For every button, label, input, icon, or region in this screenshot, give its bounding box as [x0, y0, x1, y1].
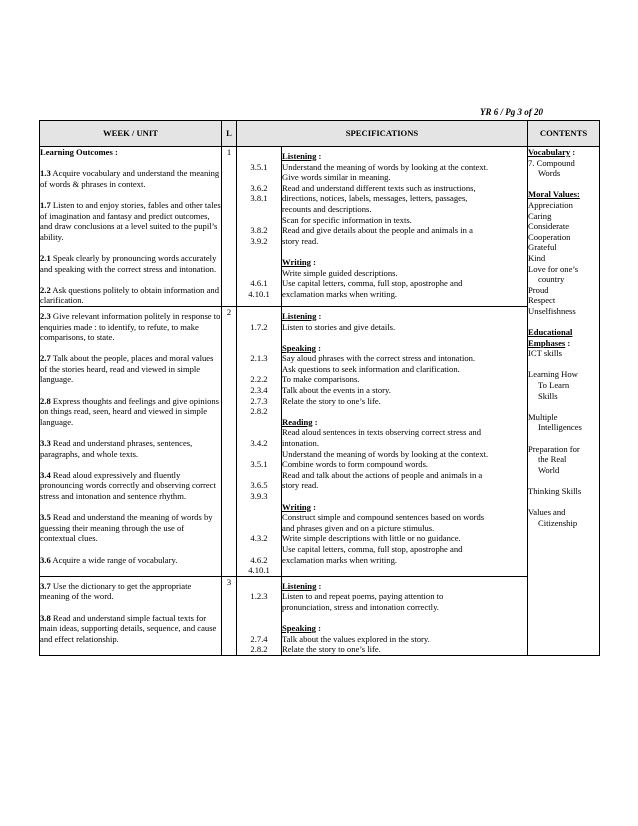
spec-line: Read and talk about the actions of people and animals in a: [282, 469, 483, 480]
learning-outcome-item: [40, 438, 221, 459]
moral-value-item: country: [538, 274, 565, 285]
learning-outcome-text: Read and understand simple factual texts for main ideas, supporting details, sequence, and cause and effect relationship.: [40, 612, 217, 644]
spec-code: [237, 581, 281, 592]
spec-line: Scan for specific information in texts.: [282, 214, 412, 225]
spec-line: Talk about the events in a story.: [282, 385, 391, 396]
vocabulary-title: Vocabulary: [528, 147, 571, 157]
spec-code: [237, 215, 281, 226]
spec-code: 4.6.2: [250, 554, 268, 565]
spec-line: Write simple guided descriptions.: [282, 267, 398, 278]
spec-code: [237, 343, 281, 354]
contents-column: Vocabulary : 7. Compound Words Moral Values: Appreciation Caring Considerate Cooperation Grateful Kind Love for one’s country Proud Respect Unselfishness Educational Emphases : ICT skills Learning How To Learn Skills Multiple Intelligences Preparation for the Real World Thinking Skills Values and Citizenship: [528, 147, 600, 656]
learning-outcome-text: Read aloud expressively and fluently pronouncing words correctly and observing correct stress and intonation and sentence rhythm.: [40, 469, 216, 501]
spec-code: [237, 151, 281, 162]
spec-code: 3.9.2: [250, 235, 268, 246]
spec-code: [237, 417, 281, 428]
spec-code: 2.7.4: [250, 633, 268, 644]
learning-outcome-number: 3.3: [40, 438, 51, 449]
learning-outcome-number: 3.7: [40, 580, 51, 591]
spec-code: [237, 602, 281, 613]
learning-outcome-item: [40, 285, 221, 306]
spec-codes: [237, 147, 282, 307]
spec-code: 3.6.2: [250, 182, 268, 193]
spec-code: 2.8.2: [250, 406, 268, 417]
spec-section-title-text: Speaking: [282, 342, 316, 353]
learning-outcomes-group-2: [40, 306, 222, 576]
educational-emphasis-item: Skills: [538, 390, 558, 401]
spec-code: 3.8.1: [250, 193, 268, 204]
learning-outcome-number: 2.2: [40, 284, 51, 295]
spec-line: Listen to stories and give details.: [282, 321, 396, 332]
spec-line: Write simple descriptions with little or no guidance.: [282, 533, 461, 544]
educational-emphasis-item: ICT skills: [528, 348, 562, 359]
spec-code: 2.2.2: [250, 374, 268, 385]
spec-code: [237, 449, 281, 460]
educational-emphasis-item: Values and: [528, 507, 566, 518]
moral-value-item: Love for one’s: [528, 263, 579, 274]
spec-line: [282, 613, 527, 624]
spec-section-title: Speaking :: [282, 342, 321, 353]
spec-code: 1.2.3: [250, 591, 268, 602]
learning-outcome-item: [40, 470, 221, 502]
spec-line: [282, 565, 527, 576]
learning-outcome-text: Talk about the people, places and moral values of the stories heard, read and viewed in simple language.: [40, 353, 214, 385]
spec-code: 3.9.3: [250, 491, 268, 501]
moral-value-item: Caring: [528, 210, 552, 221]
educational-emphasis-item: Learning How: [528, 369, 578, 380]
learning-outcome-number: 3.8: [40, 612, 51, 623]
spec-section-title-text: Writing: [282, 256, 311, 267]
vocabulary-item: Words: [538, 168, 561, 179]
spec-section-title: Listening :: [282, 310, 322, 321]
page-number-note: YR 6 / Pg 3 of 20: [480, 107, 543, 117]
learning-outcome-text: Acquire a wide range of vocabulary.: [50, 554, 178, 565]
learning-outcome-number: 2.8: [40, 395, 51, 406]
spec-code: 3.5.1: [250, 161, 268, 172]
learning-outcome-text: Express thoughts and feelings and give opinions on things read, seen, heard and viewed in simple language.: [40, 395, 220, 427]
spec-section-title-text: Listening: [282, 580, 317, 591]
spec-line: Combine words to form compound words.: [282, 459, 429, 470]
learning-outcome-text: Acquire vocabulary and understand the meaning of words & phrases in context.: [40, 168, 220, 189]
learning-outcome-number: 3.6: [40, 554, 51, 565]
spec-code: [237, 470, 281, 481]
educational-emphasis-item: Thinking Skills: [528, 486, 582, 496]
header-l: L: [222, 121, 237, 147]
spec-code: 4.3.2: [250, 533, 268, 544]
spec-line: Read and give details about the people and animals in a: [282, 225, 473, 236]
learning-outcome-item: [40, 311, 221, 343]
spec-code: [237, 502, 281, 513]
learning-outcome-text: Use the dictionary to get the appropriate meaning of the word.: [40, 580, 192, 602]
moral-value-item: Proud: [528, 284, 549, 295]
spec-code: [237, 268, 281, 279]
spec-code: 3.6.5: [250, 480, 268, 491]
spec-line: Talk about the values explored in the story.: [282, 633, 430, 644]
learning-outcome-item: [40, 555, 221, 566]
spec-section-title: Listening :: [282, 151, 322, 161]
learning-outcome-item: [40, 353, 221, 385]
moral-value-item: Cooperation: [528, 231, 571, 242]
spec-text: [282, 576, 528, 655]
spec-line: Relate the story to one’s life.: [282, 644, 381, 655]
spec-line: [282, 406, 527, 417]
spec-line: story read.: [282, 235, 319, 246]
learning-outcome-item: [40, 581, 221, 602]
spec-line: exclamation marks when writing.: [282, 554, 398, 565]
educational-emphasis-item: To Learn: [538, 380, 570, 391]
moral-value-item: Unselfishness: [528, 305, 576, 316]
spec-line: and phrases given and on a picture stimulus.: [282, 522, 435, 533]
spec-code: [237, 172, 281, 183]
learning-outcome-text: Read and understand phrases, sentences, paragraphs, and whole texts.: [40, 438, 193, 459]
spec-code: 2.1.3: [250, 353, 268, 364]
spec-line: Relate the story to one’s life.: [282, 395, 381, 406]
spec-line: Use capital letters, comma, full stop, apostrophe and: [282, 543, 463, 554]
spec-code: 1.7.2: [250, 321, 268, 332]
spec-line: To make comparisons.: [282, 374, 360, 385]
spec-line: intonation.: [282, 438, 319, 449]
learning-outcome-number: 1.7: [40, 199, 51, 210]
educational-emphases-title: Emphases: [528, 337, 566, 348]
spec-line: Read and understand different texts such as instructions,: [282, 182, 476, 193]
spec-code: 3.5.1: [250, 459, 268, 470]
spec-section-title-text: Speaking: [282, 623, 316, 634]
lesson-number: 2: [222, 306, 237, 576]
header-contents: CONTENTS: [528, 121, 600, 147]
moral-value-item: Kind: [528, 252, 546, 263]
spec-line: Give words similar in meaning.: [282, 172, 391, 183]
spec-section-title-text: Listening: [282, 151, 317, 161]
learning-outcome-item: [40, 200, 221, 242]
spec-code: 3.8.2: [250, 225, 268, 236]
spec-line: [282, 491, 527, 502]
spec-line: Listen to and repeat poems, paying attention to: [282, 591, 444, 602]
spec-section-title: Reading :: [282, 416, 318, 427]
learning-outcome-item: [40, 396, 221, 428]
learning-outcome-item: [40, 168, 221, 189]
spec-line: exclamation marks when writing.: [282, 288, 398, 299]
learning-outcome-number: 2.7: [40, 353, 51, 364]
spec-codes: [237, 576, 282, 655]
learning-outcome-number: 2.1: [40, 252, 51, 263]
spec-section-title: Writing :: [282, 256, 316, 267]
learning-outcome-number: 3.5: [40, 512, 51, 523]
educational-emphasis-item: Citizenship: [538, 517, 578, 528]
moral-value-item: Respect: [528, 295, 556, 306]
moral-value-item: Considerate: [528, 221, 570, 232]
lesson-number: 3: [222, 576, 237, 655]
educational-emphasis-item: Multiple: [528, 411, 558, 422]
educational-emphasis-item: Preparation for: [528, 443, 580, 454]
spec-line: [282, 246, 527, 257]
learning-outcome-text: Ask questions politely to obtain information and clarification.: [40, 284, 220, 306]
educational-emphasis-item: Intelligences: [538, 422, 582, 433]
spec-code: [237, 523, 281, 534]
learning-outcome-item: [40, 253, 221, 274]
scheme-of-work-table: [39, 120, 600, 656]
spec-line: directions, notices, labels, messages, letters, passages,: [282, 193, 468, 204]
spec-code: [237, 332, 281, 343]
moral-value-item: Appreciation: [528, 199, 573, 210]
lesson-row: [40, 306, 600, 576]
learning-outcome-text: Read and understand the meaning of words by guessing their meaning through the use of contextual clues.: [40, 512, 213, 544]
spec-code: [237, 204, 281, 215]
learning-outcome-number: 2.3: [40, 310, 51, 321]
educational-emphasis-item: the Real: [538, 454, 567, 465]
spec-code: 2.7.3: [250, 395, 268, 406]
learning-outcomes-group-1: [40, 147, 222, 307]
lesson-number: 1: [222, 147, 237, 307]
spec-line: Read aloud sentences in texts observing correct stress and: [282, 427, 482, 438]
moral-value-item: Grateful: [528, 242, 557, 253]
spec-line: Understand the meaning of words by looking at the context.: [282, 161, 489, 172]
learning-outcome-item: [40, 613, 221, 645]
spec-line: [282, 332, 527, 343]
spec-code: [237, 364, 281, 375]
spec-section-title: Listening :: [282, 580, 322, 591]
learning-outcome-number: 1.3: [40, 168, 51, 179]
spec-code: [237, 512, 281, 523]
spec-code: 4.10.1: [248, 288, 270, 299]
spec-code: 2.3.4: [250, 385, 268, 396]
learning-outcomes-title: Learning Outcomes :: [40, 147, 118, 157]
spec-codes: [237, 306, 282, 576]
spec-line: Ask questions to seek information and clarification.: [282, 363, 460, 374]
lesson-row: [40, 576, 600, 655]
learning-outcome-text: Listen to and enjoy stories, fables and other tales of imagination and fantasy and predict outcomes, and draw conclusions at a level suited to the pupil’s ability.: [40, 199, 221, 242]
educational-emphasis-item: World: [538, 464, 560, 475]
spec-line: Say aloud phrases with the correct stress and intonation.: [282, 353, 476, 364]
learning-outcome-item: [40, 512, 221, 544]
spec-line: pronunciation, stress and intonation correctly.: [282, 601, 439, 612]
spec-code: [237, 311, 281, 322]
spec-line: Use capital letters, comma, full stop, apostrophe and: [282, 278, 463, 289]
learning-outcome-number: 3.4: [40, 469, 51, 480]
spec-line: recounts and descriptions.: [282, 203, 372, 214]
spec-code: [237, 257, 281, 268]
spec-line: story read.: [282, 480, 319, 491]
spec-code: [237, 623, 281, 634]
vocabulary-item: 7. Compound: [528, 157, 575, 168]
learning-outcome-text: Give relevant information politely in response to enquiries made : to identify, to refute, to make comparisons, to state.: [40, 310, 221, 343]
table-header-row: [40, 121, 600, 147]
spec-section-title-text: Reading: [282, 416, 313, 427]
lesson-row: [40, 147, 600, 307]
spec-code: [237, 246, 281, 257]
spec-code: 4.10.1: [248, 565, 270, 576]
spec-section-title: Writing :: [282, 501, 316, 512]
spec-code: 3.4.2: [250, 438, 268, 449]
moral-values-title: Moral Values:: [528, 189, 580, 200]
educational-emphases-title: Educational: [528, 327, 573, 338]
spec-section-title-text: Listening: [282, 310, 317, 321]
spec-code: [237, 613, 281, 624]
spec-code: 4.6.1: [250, 278, 268, 289]
spec-text: [282, 147, 528, 307]
header-week-unit: WEEK / UNIT: [40, 121, 222, 147]
spec-text: [282, 306, 528, 576]
spec-code: 2.8.2: [250, 644, 268, 655]
learning-outcome-text: Speak clearly by pronouncing words accurately and speaking with the correct stress and intonation.: [40, 252, 217, 274]
header-specifications: SPECIFICATIONS: [237, 121, 528, 147]
spec-section-title: Speaking :: [282, 623, 321, 634]
spec-code: [237, 544, 281, 555]
spec-line: Understand the meaning of words by looking at the context.: [282, 448, 489, 459]
spec-code: [237, 427, 281, 438]
spec-section-title-text: Writing: [282, 501, 311, 512]
spec-line: Construct simple and compound sentences based on words: [282, 512, 485, 523]
learning-outcomes-group-3: [40, 576, 222, 655]
